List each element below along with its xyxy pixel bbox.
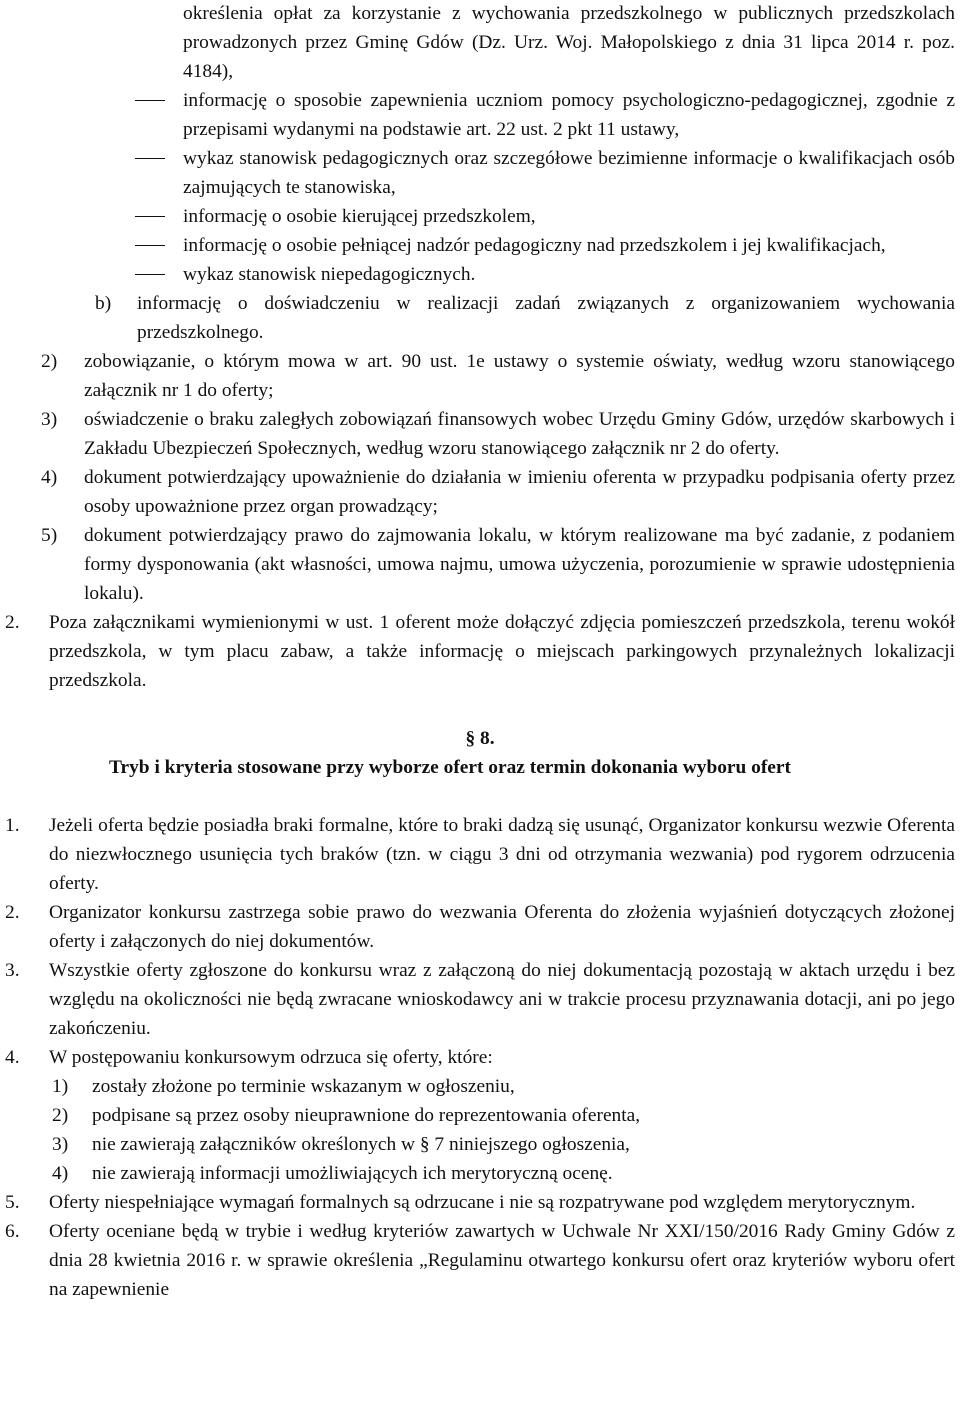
subpoint-text: nie zawierają załączników określonych w § 7 niniejszego ogłoszenia, xyxy=(92,1134,630,1155)
list-item-text: oświadczenie o braku zaległych zobowiązań finansowych wobec Urzędu Gminy Gdów, urzędów skarbowych i Zakładu Ubezpieczeń Społecznych, według wzoru stanowiącego załącznik nr 2 do oferty. xyxy=(84,409,955,459)
point-text: Jeżeli oferta będzie posiadła braki formalne, które to braki dadzą się usunąć, Organizator konkursu wezwie Oferenta do niezwłocznego usunięcia tych braków (tzn. w ciągu 3 dni od otrzymania wezwania) pod rygorem odrzucenia oferty. xyxy=(49,815,955,894)
dash-item-text: wykaz stanowisk niepedagogicznych. xyxy=(183,264,476,285)
point-marker: 4. xyxy=(5,1047,20,1068)
point-item xyxy=(5,956,955,1043)
point-marker: 2. xyxy=(5,902,20,923)
dash-marker xyxy=(135,216,165,217)
list-item-b xyxy=(95,289,955,347)
subpoint-item xyxy=(52,1072,955,1101)
subpoint-text: zostały złożone po terminie wskazanym w ogłoszeniu, xyxy=(92,1076,515,1097)
dash-item-text: wykaz stanowisk pedagogicznych oraz szczegółowe bezimienne informacje o kwalifikacjach osób zajmujących te stanowiska, xyxy=(183,148,955,198)
dash-item-text: informację o osobie kierującej przedszkolem, xyxy=(183,206,536,227)
point-text: W postępowaniu konkursowym odrzuca się oferty, które: xyxy=(49,1047,493,1068)
dash-item xyxy=(183,260,955,289)
numbered-item xyxy=(41,463,955,521)
dash-item xyxy=(183,86,955,144)
subpoint-item xyxy=(52,1159,955,1188)
list-item-text: dokument potwierdzający upoważnienie do działania w imieniu oferenta w przypadku podpisania oferty przez osoby upoważnione przez organ prowadzący; xyxy=(84,467,955,517)
list-item-text: dokument potwierdzający prawo do zajmowania lokalu, w którym realizowane ma być zadanie, z podaniem formy dysponowania (akt własności, umowa najmu, umowa użyczenia, porozumienie w sprawie udostępnienia lokalu). xyxy=(84,525,955,604)
subpoint-marker: 4) xyxy=(52,1163,69,1184)
point-text: Poza załącznikami wymienionymi w ust. 1 oferent może dołączyć zdjęcia pomieszczeń przedszkola, terenu wokół przedszkola, w tym placu zabaw, a także informację o miejscach parkingowych przynależnych lokalizacji przedszkola. xyxy=(49,612,955,691)
point-text: Organizator konkursu zastrzega sobie prawo do wezwania Oferenta do złożenia wyjaśnień dotyczących złożonej oferty i załączonych do niej dokumentów. xyxy=(49,902,955,952)
point-marker: 5. xyxy=(5,1192,20,1213)
point-marker: 6. xyxy=(5,1221,20,1242)
point-text: Wszystkie oferty zgłoszone do konkursu wraz z załączoną do niej dokumentacją pozostają w aktach urzędu i bez względu na okoliczności nie będą zwracane wnioskodawcy ani w trakcie procesu przyznawania dotacji, ani po jego zakończeniu. xyxy=(49,960,955,1039)
intro-paragraph xyxy=(183,0,955,86)
point-marker: 2. xyxy=(5,612,20,633)
numbered-item xyxy=(41,347,955,405)
list-item-text: zobowiązanie, o którym mowa w art. 90 ust. 1e ustawy o systemie oświaty, według wzoru stanowiącego załącznik nr 1 do oferty; xyxy=(84,351,955,401)
point-item xyxy=(5,898,955,956)
point-item xyxy=(5,1188,955,1217)
subpoint-text: podpisane są przez osoby nieuprawnione do reprezentowania oferenta, xyxy=(92,1105,641,1126)
subpoint-text: nie zawierają informacji umożliwiających ich merytoryczną ocenę. xyxy=(92,1163,613,1184)
dash-item xyxy=(183,144,955,202)
section-title xyxy=(0,753,900,782)
section-number-text: § 8. xyxy=(465,728,495,749)
point-text: Oferty niespełniające wymagań formalnych są odrzucane i nie są rozpatrywane pod względem merytorycznym. xyxy=(49,1192,916,1213)
subpoint-marker: 1) xyxy=(52,1076,69,1097)
dash-item-text: informację o osobie pełniącej nadzór pedagogiczny nad przedszkolem i jej kwalifikacjach, xyxy=(183,235,886,256)
numbered-item xyxy=(41,405,955,463)
point-item xyxy=(5,1043,955,1072)
point-item xyxy=(5,811,955,898)
dash-marker xyxy=(135,245,165,246)
dash-marker xyxy=(135,100,165,101)
dash-item xyxy=(183,231,955,260)
point-marker: 1. xyxy=(5,815,20,836)
section-number xyxy=(0,724,960,753)
dash-marker xyxy=(135,158,165,159)
point-text: Oferty oceniane będą w trybie i według kryteriów zawartych w Uchwale Nr XXI/150/2016 Rady Gminy Gdów z dnia 28 kwietnia 2016 r. w sprawie określenia „Regulaminu otwartego konkursu ofert oraz kryteriów wyboru ofert na zapewnienie xyxy=(49,1221,955,1300)
subpoint-item xyxy=(52,1101,955,1130)
list-marker: b) xyxy=(95,293,112,314)
subpoint-marker: 3) xyxy=(52,1134,69,1155)
section-title-text: Tryb i kryteria stosowane przy wyborze ofert oraz termin dokonania wyboru ofert xyxy=(109,757,791,778)
list-item-text: informację o doświadczeniu w realizacji zadań związanych z organizowaniem wychowania przedszkolnego. xyxy=(137,293,955,343)
dash-item-text: informację o sposobie zapewnienia uczniom pomocy psychologiczno-pedagogicznej, zgodnie z przepisami wydanymi na podstawie art. 22 ust. 2 pkt 11 ustawy, xyxy=(183,90,955,140)
list-marker: 3) xyxy=(41,409,58,430)
list-marker: 4) xyxy=(41,467,58,488)
point-marker: 3. xyxy=(5,960,20,981)
list-marker: 2) xyxy=(41,351,58,372)
numbered-item xyxy=(41,521,955,608)
subpoint-item xyxy=(52,1130,955,1159)
dash-item xyxy=(183,202,955,231)
list-marker: 5) xyxy=(41,525,58,546)
point-item xyxy=(5,608,955,695)
point-item xyxy=(5,1217,955,1304)
dash-marker xyxy=(135,274,165,275)
subpoint-marker: 2) xyxy=(52,1105,69,1126)
intro-text: określenia opłat za korzystanie z wychowania przedszkolnego w publicznych przedszkolach prowadzonych przez Gminę Gdów (Dz. Urz. Woj. Małopolskiego z dnia 31 lipca 2014 r. poz. 4184), xyxy=(183,3,955,82)
